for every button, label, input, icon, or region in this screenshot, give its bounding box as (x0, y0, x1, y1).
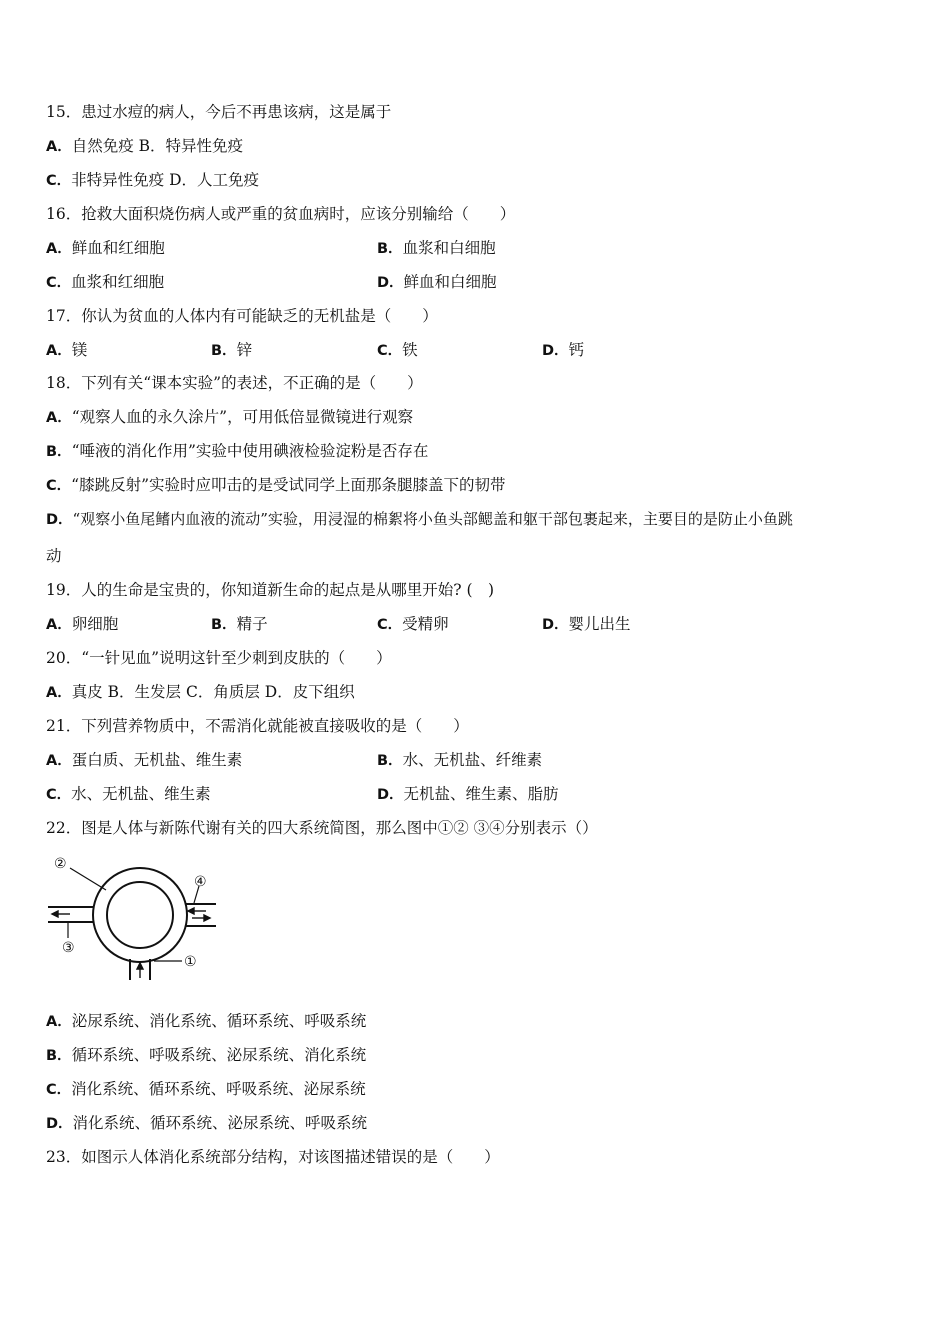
option-text: 血浆和白细胞 (402, 239, 496, 257)
option-text: 镁 (71, 341, 88, 359)
question-18-option-d (46, 509, 793, 530)
left-outflow-arrowhead (52, 911, 58, 917)
option-text: 循环系统、呼吸系统、泌尿系统、消化系统 (71, 1046, 367, 1064)
question-21-option-a (46, 750, 242, 771)
option-label: C． (377, 343, 403, 359)
question-20-options (46, 682, 355, 703)
option-label: C． (377, 617, 403, 633)
figure-label-4: ④ (194, 874, 207, 890)
question-22-option-d (46, 1113, 367, 1134)
question-18-stem: 18．下列有关“课本实验”的表述，不正确的是（ ） (46, 374, 423, 392)
right-inflow-arrowhead (188, 908, 194, 914)
option-label: D． (46, 512, 73, 528)
question-15-row-1 (46, 136, 243, 157)
option-label: C． (46, 1082, 72, 1098)
question-21-option-b (377, 750, 542, 771)
question-16-option-c (46, 272, 164, 293)
option-label-a: A． (46, 139, 72, 155)
option-label-a: A． (46, 685, 72, 701)
option-text: 消化系统、循环系统、泌尿系统、呼吸系统 (72, 1114, 368, 1132)
question-17-stem: 17．你认为贫血的人体内有可能缺乏的无机盐是（ ） (46, 307, 438, 325)
question-16-option-a (46, 238, 165, 259)
question-21-stem: 21．下列营养物质中，不需消化就能被直接吸收的是（ ） (46, 717, 469, 735)
option-label: D． (377, 275, 404, 291)
option-label: C． (46, 787, 72, 803)
option-text: 消化系统、循环系统、呼吸系统、泌尿系统 (71, 1080, 366, 1098)
option-label: D． (542, 343, 569, 359)
option-text: 锌 (236, 341, 253, 359)
option-text: 精子 (236, 615, 268, 633)
question-19-option-d (542, 614, 631, 635)
option-text: “观察人血的永久涂片”，可用低倍显微镜进行观察 (71, 408, 414, 426)
question-15-row-2 (46, 170, 259, 191)
option-label: C． (46, 275, 72, 291)
option-text: 血浆和红细胞 (71, 273, 165, 291)
question-19-option-c (377, 614, 449, 635)
question-22-option-b (46, 1045, 366, 1066)
question-17-option-d (542, 340, 584, 361)
option-text: “唾液的消化作用”实验中使用碘液检验淀粉是否存在 (71, 442, 429, 460)
question-18-option-d-continuation: 动 (46, 547, 62, 565)
question-16-option-b (377, 238, 496, 259)
question-20-stem: 20．“一针见血”说明这针至少刺到皮肤的（ ） (46, 649, 392, 667)
option-label: C． (46, 478, 72, 494)
question-22-option-c (46, 1079, 366, 1100)
option-label: A． (46, 241, 72, 257)
option-text: “观察小鱼尾鳍内血液的流动”实验，用浸湿的棉絮将小鱼头部鳃盖和躯干部包裹起来，主要目的是防止小鱼跳 (72, 510, 793, 528)
question-19-option-b (211, 614, 268, 635)
question-16-stem: 16．抢救大面积烧伤病人或严重的贫血病时，应该分别输给（ ） (46, 205, 516, 223)
option-label: B． (211, 617, 237, 633)
option-text: 泌尿系统、消化系统、循环系统、呼吸系统 (71, 1012, 367, 1030)
question-19-stem: 19．人的生命是宝贵的，你知道新生命的起点是从哪里开始? ( ) (46, 581, 495, 599)
question-22-option-a (46, 1011, 366, 1032)
option-label: B． (46, 1048, 72, 1064)
option-text: 鲜血和红细胞 (71, 239, 165, 257)
option-text: 蛋白质、无机盐、维生素 (71, 751, 243, 769)
figure-label-3: ③ (62, 940, 75, 956)
option-text: 无机盐、维生素、脂肪 (403, 785, 559, 803)
option-label: D． (542, 617, 569, 633)
option-text: 鲜血和白细胞 (403, 273, 497, 291)
option-text: 受精卵 (402, 615, 449, 633)
figure-label-2: ② (54, 856, 67, 872)
question-20-options-text: 真皮 B．生发层 C．角质层 D．皮下组织 (71, 683, 355, 701)
question-18-option-c (46, 475, 506, 496)
option-label: A． (46, 753, 72, 769)
option-text: “膝跳反射”实验时应叩击的是受试同学上面那条腿膝盖下的韧带 (71, 476, 506, 494)
option-label: B． (46, 444, 72, 460)
question-15-row-1-text: 自然免疫 B．特异性免疫 (71, 137, 244, 155)
question-15-stem: 15．患过水痘的病人，今后不再患该病，这是属于 (46, 103, 392, 121)
option-label: D． (377, 787, 404, 803)
figure-label-1: ① (184, 954, 197, 970)
option-label: B． (377, 241, 403, 257)
question-18-option-a (46, 407, 413, 428)
question-17-option-b (211, 340, 252, 361)
option-label: B． (377, 753, 403, 769)
option-label: A． (46, 410, 72, 426)
question-22-stem: 22．图是人体与新陈代谢有关的四大系统简图，那么图中①② ③④分别表示（） (46, 819, 598, 837)
option-text: 水、无机盐、维生素 (71, 785, 211, 803)
question-18-option-b (46, 441, 428, 462)
option-label: A． (46, 343, 72, 359)
option-text: 铁 (402, 341, 418, 359)
option-text: 水、无机盐、纤维素 (402, 751, 543, 769)
question-19-option-a (46, 614, 118, 635)
option-text: 婴儿出生 (568, 615, 631, 633)
question-16-option-d (377, 272, 497, 293)
question-21-option-d (377, 784, 559, 805)
question-17-option-c (377, 340, 418, 361)
option-label: D． (46, 1116, 73, 1132)
systems-diagram (44, 850, 224, 982)
option-label-c: C． (46, 173, 72, 189)
bottom-inflow-arrowhead (137, 963, 143, 969)
option-label: A． (46, 617, 72, 633)
inner-ring (107, 882, 173, 948)
question-15-row-2-text: 非特异性免疫 D．人工免疫 (71, 171, 260, 189)
option-text: 钙 (568, 341, 585, 359)
option-label: B． (211, 343, 237, 359)
option-label: A． (46, 1014, 72, 1030)
question-17-option-a (46, 340, 87, 361)
option-text: 卵细胞 (71, 615, 119, 633)
label-2-leader (70, 868, 106, 890)
question-21-option-c (46, 784, 211, 805)
question-23-stem: 23．如图示人体消化系统部分结构，对该图描述错误的是（ ） (46, 1148, 500, 1166)
right-outflow-arrowhead (204, 915, 210, 921)
